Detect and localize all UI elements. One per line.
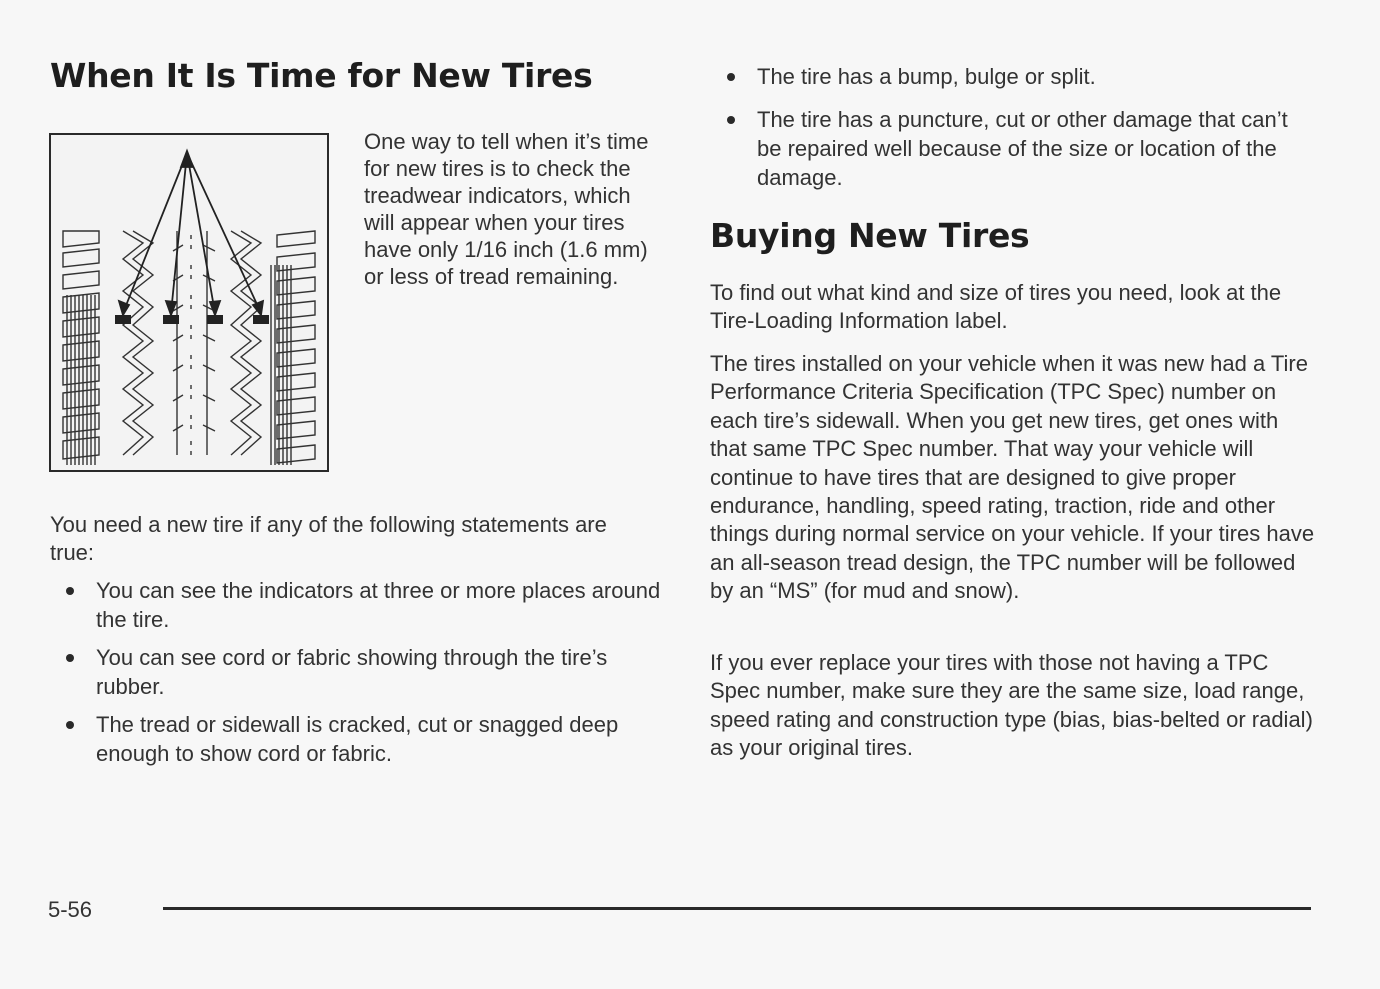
- tpc-spec-paragraph: The tires installed on your vehicle when it was new had a Tire Performance Criteria Specification (TPC Spec) number on each tire’s sidewall. When you get new tires, get ones with that same TPC Spec number. That way your vehicle will continue to have tires that are designed to give proper endurance, handling, speed rating, traction, ride and other things during normal service on your vehicle. If your tires have an all-season tread design, the TPC number will be followed by an “MS” (for mud and snow).: [710, 351, 1315, 604]
- replacement-paragraph: If you ever replace your tires with those not having a TPC Spec number, make sure they are the same size, load range, speed rating and construction type (bias, bias-belted or radial) as your original tires.: [710, 650, 1313, 761]
- section-heading-new-tires: When It Is Time for New Tires: [50, 56, 593, 95]
- treadwear-indicator-text: One way to tell when it’s time for new tires is to check the treadwear indicators, which will appear when your tires have only 1/16 inch (1.6 mm) or less of tread remaining.: [364, 129, 649, 289]
- tire-loading-paragraph: To find out what kind and size of tires you need, look at the Tire-Loading Information label.: [710, 280, 1282, 334]
- list-item: The tire has a bump, bulge or split.: [757, 62, 1317, 91]
- new-tire-intro: You need a new tire if any of the following statements are true:: [50, 512, 607, 565]
- list-item: The tire has a puncture, cut or other damage that can’t be repaired well because of the size or location of the damage.: [757, 105, 1317, 192]
- new-tire-conditions-list: [96, 576, 666, 777]
- list-item: You can see the indicators at three or more places around the tire.: [96, 576, 666, 634]
- center-rib-right: [203, 231, 215, 455]
- page-number: 5-56: [48, 897, 93, 922]
- left-outer-tread: [63, 231, 99, 459]
- list-item: The tread or sidewall is cracked, cut or snagged deep enough to show cord or fabric.: [96, 710, 666, 768]
- tire-damage-conditions-list: [757, 62, 1317, 206]
- center-rib-left: [173, 231, 183, 455]
- tire-tread-icon: [51, 135, 327, 470]
- footer-rule: [163, 907, 1311, 910]
- treadwear-indicator-illustration: [49, 133, 329, 472]
- section-heading-buying-tires: Buying New Tires: [710, 216, 1030, 255]
- list-item: You can see cord or fabric showing through the tire’s rubber.: [96, 643, 666, 701]
